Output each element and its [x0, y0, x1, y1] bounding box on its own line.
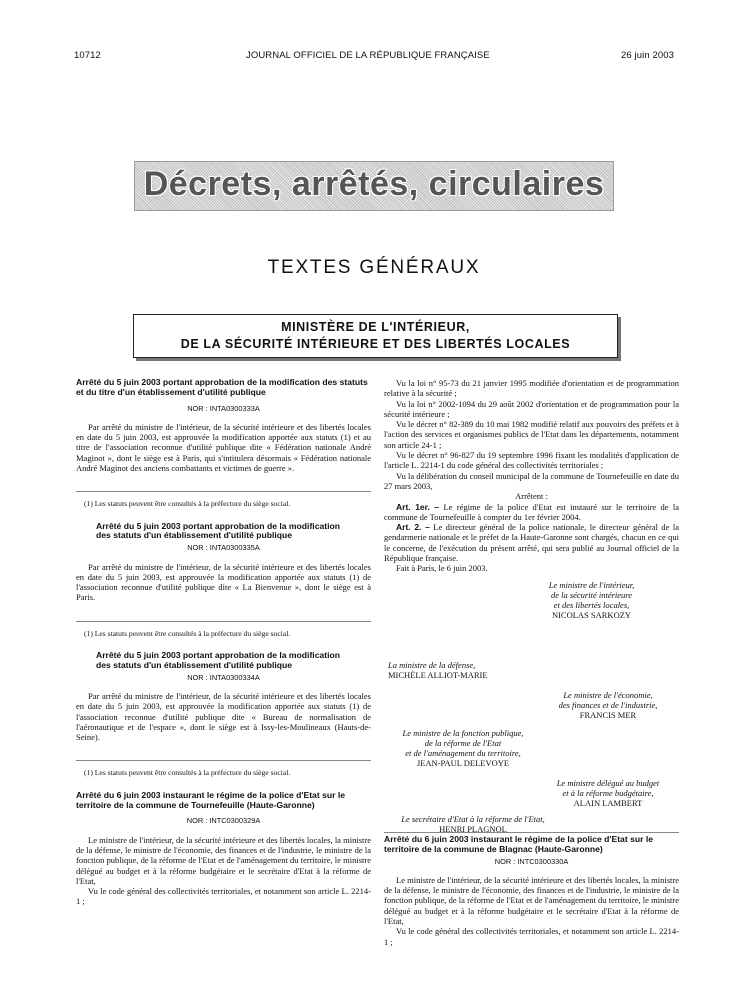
- visa: Vu la loi n° 2002-1094 du 29 août 2002 d'orientation et de programmation pour la sécurité intérieure ;: [384, 398, 679, 419]
- signatory-name: NICOLAS SARKOZY: [551, 609, 632, 620]
- running-header: [74, 50, 674, 64]
- decree-title: Arrêté du 6 juin 2003 instaurant le régime de la police d'Etat sur le territoire de la commune de Blagnac (Haute-Garonne): [384, 834, 654, 854]
- signatory-title: des finances et de l'industrie,: [558, 700, 658, 710]
- decree-visa: Vu le code général des collectivités territoriales, et notamment son article L. 2214-1 ;: [384, 926, 679, 947]
- signatures-area: [388, 660, 678, 834]
- nor-reference: NOR : INTA0300333A: [187, 403, 260, 413]
- signatory-name: JEAN-PAUL DELEVOYE: [416, 758, 510, 768]
- visa: Vu le décret n° 82-389 du 10 mai 1982 modifié relatif aux pouvoirs des préfets et à l'action des services et organismes publics de l'Etat dans les départements, notamment son article 24-1 ;: [384, 419, 679, 450]
- signatory-title: et de l'aménagement du territoire,: [405, 748, 521, 758]
- section-title: TEXTES GÉNÉRAUX: [267, 257, 481, 278]
- decree-body: Par arrêté du ministre de l'intérieur, de la sécurité intérieure et des libertés locales en date du 5 juin 2003, est approuvée la modification apportée aux statuts (1) de l'association reconnue d'utilité publique dite « La Bienvenue », dont le siège est à Paris.: [76, 561, 371, 603]
- signatory-name: MICHÈLE ALLIOT-MARIE: [388, 670, 488, 680]
- signatory-title: Le ministre de la fonction publique,: [402, 728, 524, 738]
- article-text: Le régime de la police d'Etat est instauré sur le territoire de la commune de Tournefeuille à compter du 1er février 2004.: [384, 501, 680, 522]
- signatory-title: Le ministre délégué au budget: [556, 778, 660, 788]
- banner-title: Décrets, arrêtés, circulaires: [143, 165, 605, 203]
- decree-blagnac: [384, 832, 679, 947]
- nor-reference: NOR : INTA0300334A: [187, 672, 260, 682]
- nor-reference: NOR : INTC0300330A: [494, 856, 569, 866]
- article-1: [384, 502, 679, 523]
- decree-preamble: Le ministre de l'intérieur, de la sécurité intérieure et des libertés locales, la ministre de la défense, le ministre de l'économie, des finances et de l'industrie, le ministre de la fonction publique, de la réforme de l'Etat et de l'aménagement du territoire, le ministre délégué au budget et à la réforme budgétaire et le secrétaire d'Etat à la réforme de l'Etat,: [384, 874, 679, 927]
- signatory-title: Le secrétaire d'Etat à la réforme de l'Etat,: [401, 814, 545, 824]
- signatory-title: et à la réforme budgétaire,: [562, 788, 654, 798]
- nor-reference: NOR : INTA0300335A: [187, 543, 260, 553]
- footnote: (1) Les statuts peuvent être consultés à la préfecture du siège social.: [76, 491, 371, 509]
- nor-reference: NOR : INTC0300329A: [186, 816, 261, 826]
- signatory-name: HENRI PLAGNOL: [439, 824, 507, 834]
- signature-block: [388, 728, 538, 768]
- decree-title: Arrêté du 5 juin 2003 portant approbation de la modification des statuts d'un établissement d'utilité publique: [96, 520, 340, 541]
- right-column: [384, 378, 679, 620]
- signatory-title: Le ministre de l'économie,: [563, 690, 653, 700]
- article-label: Art. 1er. –: [396, 501, 440, 512]
- article-text: Le directeur général de la police nationale, le directeur général de la gendarmerie nationale et le préfet de la Haute-Garonne sont chargés, chacun en ce qui le concerne, de l'exécution du présent arrêté, qui sera publié au Journal officiel de la République française.: [384, 522, 679, 564]
- signatory-title: La ministre de la défense,: [388, 660, 476, 670]
- footnote: (1) Les statuts peuvent être consultés à la préfecture du siège social.: [76, 760, 371, 778]
- signature-block: [538, 778, 678, 808]
- decree-body: Par arrêté du ministre de l'intérieur, de la sécurité intérieure et des libertés locales en date du 5 juin 2003, est approuvée la modification apportée aux statuts (1) et au titre de l'association reconnue d'utilité publique dite « Fédération nationale André Maginot », dont le siège est à Paris, qui s'intitulera désormais « Fédération nationale André Maginot des anciens combattants et victimes de guerre ».: [76, 421, 371, 474]
- signature-block: [388, 814, 558, 834]
- signature-block: [504, 580, 679, 620]
- issue-date: 26 juin 2003: [621, 50, 674, 61]
- decree-title: Arrêté du 6 juin 2003 instaurant le régime de la police d'Etat sur le territoire de la commune de Tournefeuille (Haute-Garonne): [76, 789, 346, 810]
- section-banner: [134, 161, 614, 211]
- signatory-name: FRANCIS MER: [579, 710, 637, 720]
- signatory-title: de la sécurité intérieure: [550, 589, 633, 600]
- decree-visa: Vu le code général des collectivités territoriales, et notamment son article L. 2214-1 ;: [76, 886, 371, 907]
- decree-preamble: Le ministre de l'intérieur, de la sécurité intérieure et des libertés locales, la ministre de la défense, le ministre de l'économie, des finances et de l'industrie, le ministre de la fonction publique, de la réforme de l'Etat et de l'aménagement du territoire, le ministre délégué au budget et à la réforme budgétaire et le secrétaire d'Etat à la réforme de l'Etat,: [76, 834, 371, 886]
- signatory-title: de la réforme de l'Etat: [424, 738, 502, 748]
- done-at: Fait à Paris, le 6 juin 2003.: [396, 563, 488, 574]
- signatory-title: et des libertés locales,: [553, 599, 630, 610]
- signatory-name: ALAIN LAMBERT: [573, 798, 643, 808]
- footnote: (1) Les statuts peuvent être consultés à la préfecture du siège social.: [76, 621, 371, 639]
- decree-title: Arrêté du 5 juin 2003 portant approbation de la modification des statuts et du titre d'un établissement d'utilité publique: [76, 377, 368, 397]
- visa: Vu le décret n° 96-827 du 19 septembre 1996 fixant les modalités d'application de l'article L. 2214-1 du code général des collectivités territoriales ;: [384, 450, 679, 471]
- decree-body: Par arrêté du ministre de l'intérieur, de la sécurité intérieure et des libertés locales en date du 5 juin 2003, est approuvée la modification apportée aux statuts (1) de l'association reconnue d'utilité publique dite « Bureau de normalisation de l'aéronautique et de l'espace », dont le siège est à Issy-les-Moulineaux (Hauts-de-Seine).: [76, 690, 371, 743]
- ministry-line-1: MINISTÈRE DE L'INTÉRIEUR,: [281, 320, 470, 334]
- article-2: [384, 522, 679, 563]
- journal-title: JOURNAL OFFICIEL DE LA RÉPUBLIQUE FRANÇAISE: [246, 50, 490, 61]
- ministry-line-2: DE LA SÉCURITÉ INTÉRIEURE ET DES LIBERTÉS LOCALES: [180, 337, 571, 351]
- article-label: Art. 2. –: [396, 522, 430, 533]
- signatory-title: Le ministre de l'intérieur,: [548, 579, 635, 590]
- visa: Vu la délibération du conseil municipal de la commune de Tournefeuille en date du 27 mars 2003,: [384, 470, 679, 491]
- signature-block: [538, 690, 678, 720]
- decree-title: Arrêté du 5 juin 2003 portant approbation de la modification des statuts d'un établissement d'utilité publique: [96, 650, 340, 670]
- left-column: [76, 378, 371, 907]
- signature-block: [388, 660, 678, 680]
- page-number: 10712: [74, 50, 101, 61]
- ministry-box: [133, 314, 618, 358]
- arretent: Arrêtent :: [515, 491, 548, 502]
- visa: Vu la loi n° 95-73 du 21 janvier 1995 modifiée d'orientation et de programmation relative à la sécurité ;: [384, 378, 679, 399]
